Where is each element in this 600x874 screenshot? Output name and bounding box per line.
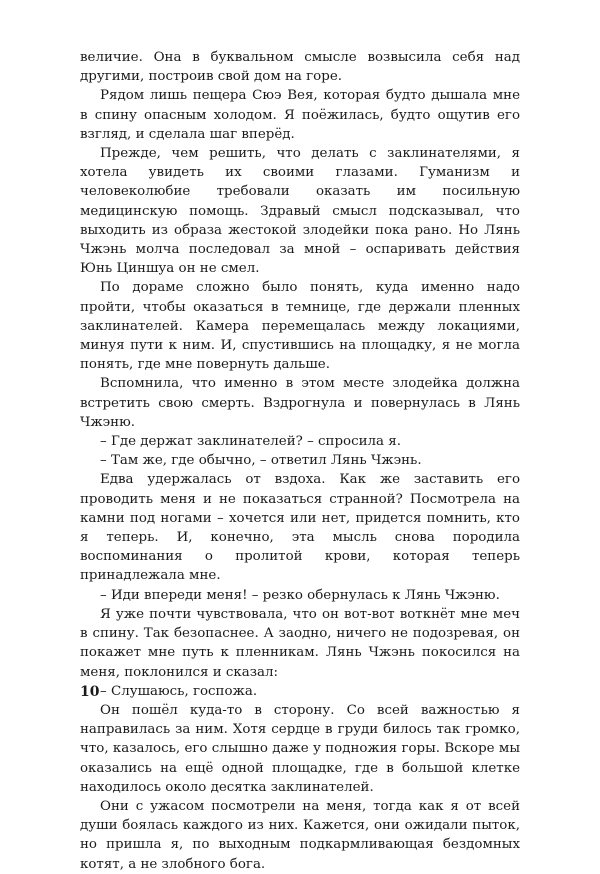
dialogue-line-3: – Иди впереди меня! – резко обернулась к Лянь Чжэню. bbox=[100, 587, 500, 603]
dialogue-line-4: – Слушаюсь, госпожа. bbox=[100, 683, 258, 699]
paragraph-4: По дораме сложно было понять, куда именно надо пройти, чтобы оказаться в темнице, где держали пленных заклинателей. Камера перемещалась между локациями, минуя пути к ним. И, спустившись на площадку, я не могла понять, где мне повернуть дальше. bbox=[80, 280, 520, 373]
dialogue-line-1: – Где держат заклинателей? – спросила я. bbox=[100, 434, 401, 450]
paragraph-3: Прежде, чем решить, что делать с заклинателями, я хотела увидеть их своими глазами. Гуманизм и человеколюбие требовали оказать им посильную медицинскую помощь. Здравый смысл подсказывал, что выходить из образа жестокой злодейки пока рано. Но Лянь Чжэнь молча последовал за мной – оспаривать действия Юнь Циншуа он не смел. bbox=[80, 146, 520, 277]
paragraph-9: Они с ужасом посмотрели на меня, тогда как я от всей души боялась каждого из них. Кажется, они ожидали пыток, но пришла я, по выходным подкармливающая бездомных котят, а не злобного бога. bbox=[80, 798, 520, 872]
page-number: 10 bbox=[80, 684, 100, 700]
paragraph-2: Рядом лишь пещера Сюэ Вея, которая будто дышала мне в спину опасным холодом. Я поёжилась, будто ощутив его взгляд, и сделала шаг вперёд. bbox=[80, 88, 520, 142]
paragraph-5: Вспомнила, что именно в этом месте злодейка должна встретить свою смерть. Вздрогнула и повернулась в Лянь Чжэню. bbox=[80, 376, 520, 430]
paragraph-6: Едва удержалась от вздоха. Как же заставить его проводить меня и не показаться странной? Посмотрела на камни под ногами – хочется или нет, придется помнить, кто я теперь. И, конечно, эта мысль снова породила воспоминания о пролитой крови, которая теперь принадлежала мне. bbox=[80, 472, 520, 584]
dialogue-line-2: – Там же, где обычно, – ответил Лянь Чжэнь. bbox=[100, 453, 422, 469]
paragraph-1: величие. Она в буквальном смысле возвысила себя над другими, построив свой дом на горе. bbox=[80, 50, 520, 85]
paragraph-8: Он пошёл куда-то в сторону. Со всей важностью я направилась за ним. Хотя сердце в груди билось так громко, что, казалось, его слышно даже у подножия горы. Вскоре мы оказались на ещё одной площадке, где в большой клетке находилось около десятка заклинателей. bbox=[80, 702, 520, 795]
paragraph-7: Я уже почти чувствовала, что он вот-вот воткнёт мне меч в спину. Так безопаснее. А заодно, ничего не подозревая, он покажет мне путь к пленникам. Лянь Чжэнь покосился на меня, поклонился и сказал: bbox=[80, 606, 520, 680]
